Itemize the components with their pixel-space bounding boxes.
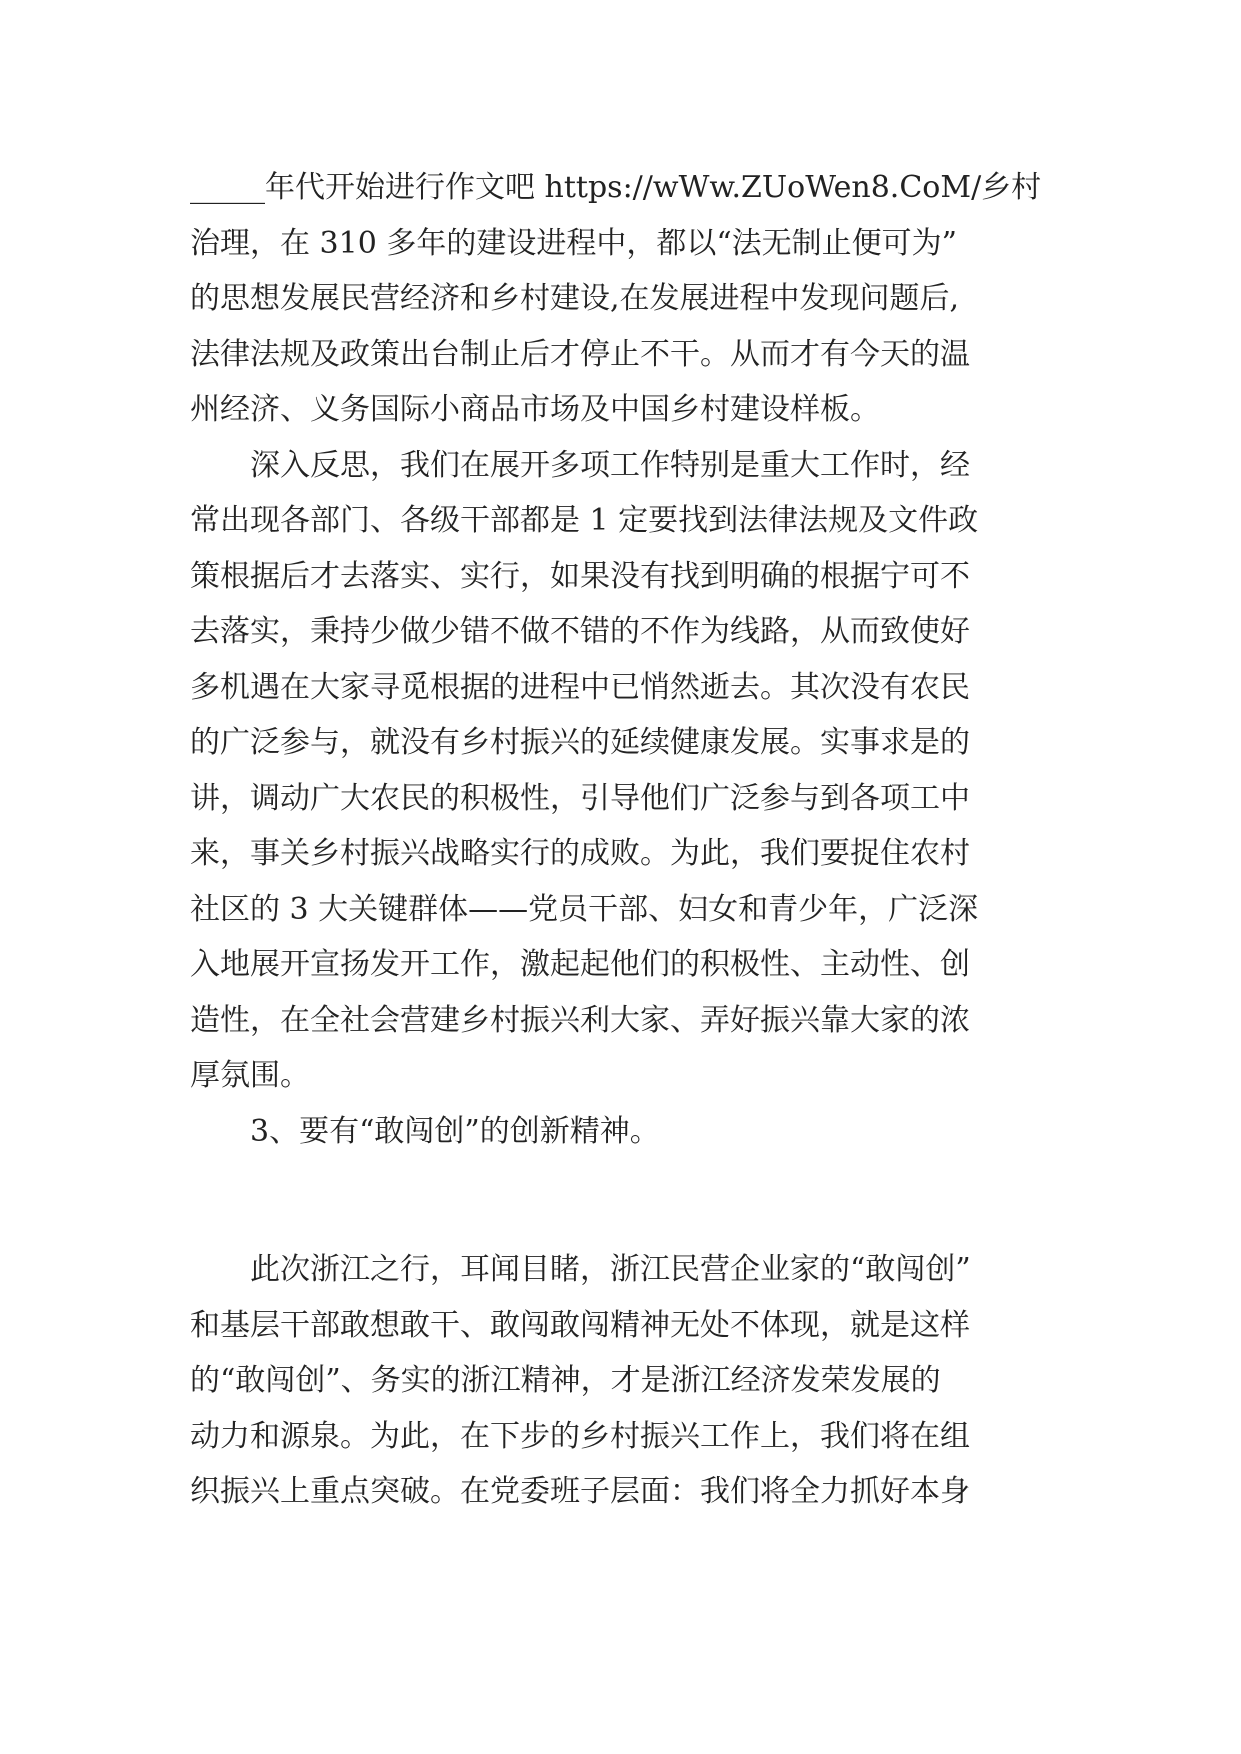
text-line: 多机遇在大家寻觅根据的进程中已悄然逝去。其次没有农民 <box>190 669 970 705</box>
text-line: 策根据后才去落实、实行，如果没有找到明确的根据宁可不 <box>190 558 970 594</box>
text-line: 动力和源泉。为此，在下步的乡村振兴工作上，我们将在组 <box>190 1418 970 1454</box>
section-heading: 3、要有“敢闯创”的创新精神。 <box>250 1113 660 1149</box>
text-line: _____年代开始进行作文吧 https://wWw.ZUoWen8.CoM/乡村 <box>190 170 1042 205</box>
paragraph-start-line: 深入反思，我们在展开多项工作特别是重大工作时，经 <box>250 447 970 483</box>
text-line: 法律法规及政策出台制止后才停止不干。从而才有今天的温 <box>190 336 970 372</box>
text-line: 去落实，秉持少做少错不做不错的不作为线路，从而致使好 <box>190 614 970 649</box>
text-line: 治理，在 310 多年的建设进程中，都以“法无制止便可为” <box>190 225 958 261</box>
text-line: 州经济、义务国际小商品市场及中国乡村建设样板。 <box>190 392 880 427</box>
paragraph-gap <box>190 1159 1090 1242</box>
document-body <box>190 160 1090 1520</box>
paragraph-start-line: 此次浙江之行，耳闻目睹，浙江民营企业家的“敢闯创” <box>250 1252 971 1287</box>
text-line: 的思想发展民营经济和乡村建设,在发展进程中发现问题后, <box>190 281 960 316</box>
text-line: 造性，在全社会营建乡村振兴利大家、弄好振兴靠大家的浓 <box>190 1002 970 1038</box>
text-line: 讲，调动广大农民的积极性，引导他们广泛参与到各项工中 <box>190 780 970 816</box>
text-line: 入地展开宣扬发开工作，激起起他们的积极性、主动性、创 <box>190 947 970 982</box>
text-line: 社区的 3 大关键群体——党员干部、妇女和青少年，广泛深 <box>190 891 979 927</box>
text-line: 的“敢闯创”、务实的浙江精神，才是浙江经济发荣发展的 <box>190 1363 941 1398</box>
text-line: 和基层干部敢想敢干、敢闯敢闯精神无处不体现，就是这样 <box>190 1307 970 1343</box>
text-line: 的广泛参与，就没有乡村振兴的延续健康发展。实事求是的 <box>190 725 970 760</box>
text-line: 织振兴上重点突破。在党委班子层面：我们将全力抓好本身 <box>190 1474 970 1509</box>
text-line: 厚氛围。 <box>190 1058 310 1093</box>
text-line: 常出现各部门、各级干部都是 1 定要找到法律法规及文件政 <box>190 503 979 538</box>
text-line: 来，事关乡村振兴战略实行的成败。为此，我们要捉住农村 <box>190 836 970 871</box>
